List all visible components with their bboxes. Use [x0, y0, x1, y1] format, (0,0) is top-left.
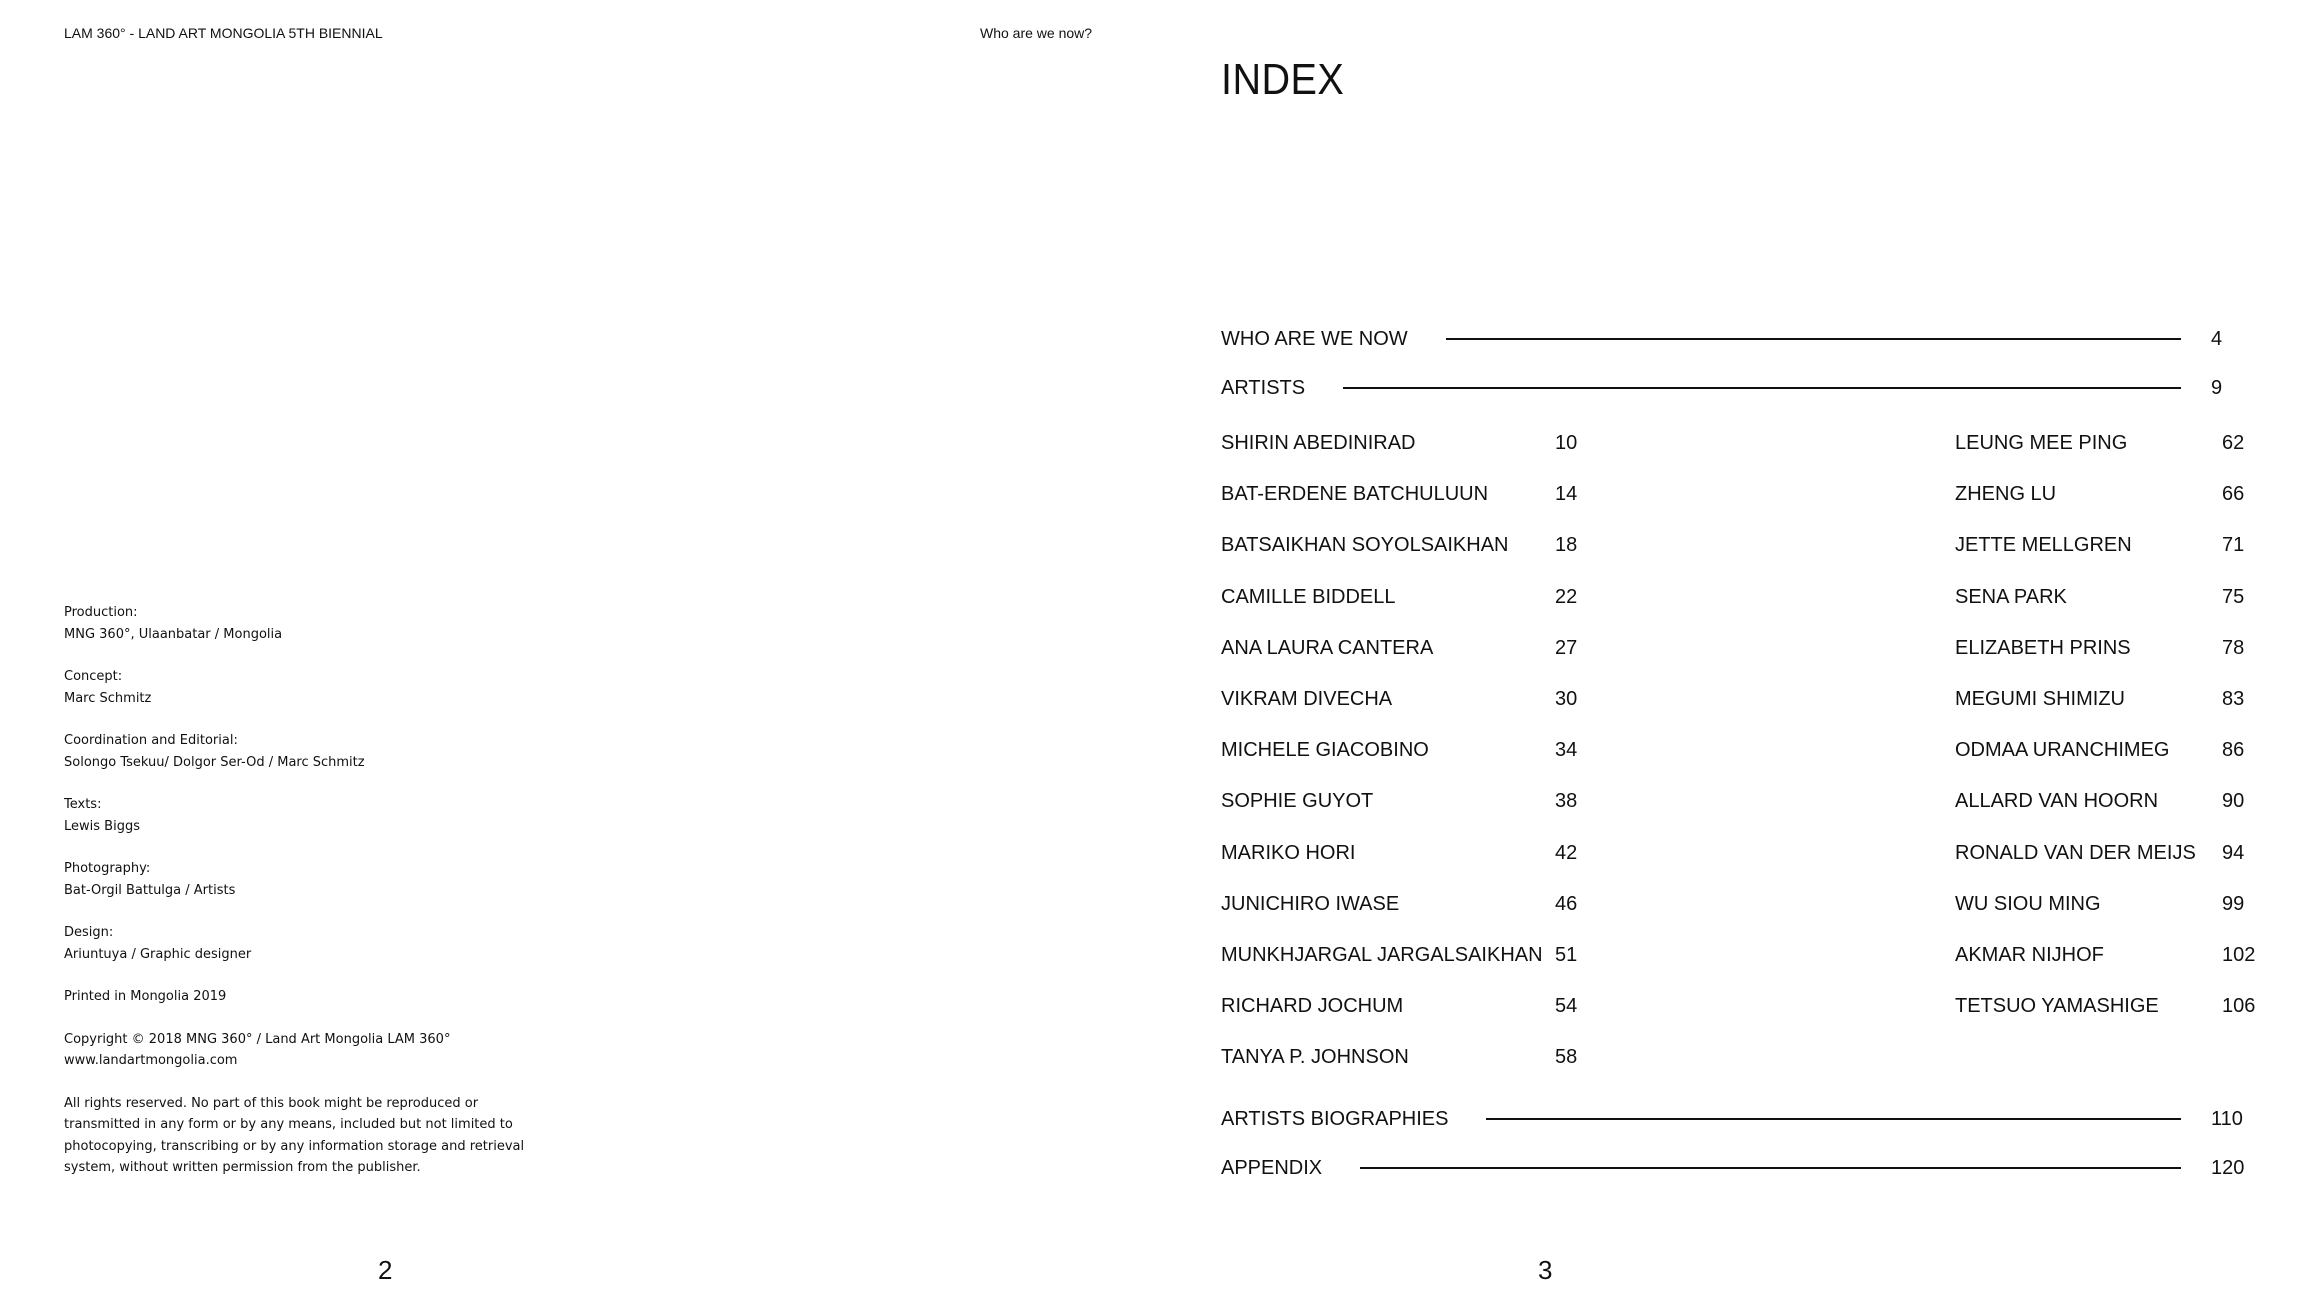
- colophon: [64, 602, 564, 1200]
- index-section-row: [1221, 1104, 2251, 1134]
- section-label: ARTISTS BIOGRAPHIES: [1221, 1107, 1449, 1130]
- artist-entry: [1955, 483, 2265, 534]
- website-text: www.landartmongolia.com: [64, 1053, 238, 1068]
- page-number-left: 2: [378, 1255, 393, 1285]
- artist-name: ELIZABETH PRINS: [1955, 636, 2131, 659]
- artist-page: 38: [1555, 790, 1578, 813]
- artist-name: RONALD VAN DER MEIJS: [1955, 841, 2196, 864]
- artist-page: 42: [1555, 841, 1578, 864]
- artist-entry: [1221, 790, 1601, 841]
- leader-line: [1486, 1118, 2181, 1120]
- artist-name: ANA LAURA CANTERA: [1221, 636, 1434, 659]
- artist-name: AKMAR NIJHOF: [1955, 943, 2104, 966]
- index-section-row: [1221, 1153, 2251, 1183]
- artist-name: ODMAA URANCHIMEG: [1955, 739, 2170, 762]
- artist-name: RICHARD JOCHUM: [1221, 995, 1404, 1018]
- colophon-value: Solongo Tsekuu/ Dolgor Ser-Od / Marc Schmitz: [64, 754, 365, 770]
- artist-name: JUNICHIRO IWASE: [1221, 892, 1400, 915]
- artist-name: CAMILLE BIDDELL: [1221, 585, 1396, 608]
- artist-entry: [1955, 432, 2265, 483]
- colophon-value: Ariuntuya / Graphic designer: [64, 946, 252, 962]
- colophon-label: Concept:: [64, 669, 123, 684]
- rights-line: system, without written permission from the publisher.: [64, 1160, 421, 1175]
- artist-entry: [1221, 1046, 1601, 1097]
- section-label: WHO ARE WE NOW: [1221, 327, 1408, 350]
- artist-page: 22: [1555, 585, 1578, 608]
- colophon-block: [64, 666, 564, 709]
- artist-entry: [1221, 688, 1601, 739]
- leader-line: [1360, 1167, 2181, 1169]
- artist-entry: [1955, 790, 2265, 841]
- artist-page: 46: [1555, 892, 1578, 915]
- artist-page: 90: [2222, 790, 2245, 813]
- colophon-block: [64, 922, 564, 965]
- artist-list-left: [1221, 432, 1601, 1097]
- section-page: 110: [2211, 1107, 2243, 1130]
- artist-page: 94: [2222, 841, 2245, 864]
- colophon-label: Photography:: [64, 861, 151, 876]
- artist-entry: [1221, 637, 1601, 688]
- copyright-text: Copyright © 2018 MNG 360° / Land Art Mongolia LAM 360°: [64, 1031, 451, 1047]
- artist-name: BAT-ERDENE BATCHULUUN: [1221, 483, 1489, 506]
- artist-entry: [1955, 944, 2265, 995]
- artist-name: ALLARD VAN HOORN: [1955, 790, 2159, 813]
- leader-line: [1446, 338, 2181, 340]
- section-label: APPENDIX: [1221, 1156, 1323, 1179]
- running-header-left: LAM 360° - LAND ART MONGOLIA 5TH BIENNIAL: [64, 25, 383, 41]
- artist-page: 34: [1555, 739, 1578, 762]
- artist-name: VIKRAM DIVECHA: [1221, 687, 1393, 710]
- artist-page: 10: [1555, 432, 1578, 454]
- artist-page: 14: [1555, 483, 1578, 506]
- artist-page: 54: [1555, 995, 1578, 1018]
- artist-entry: [1221, 586, 1601, 637]
- artist-entry: [1955, 534, 2265, 585]
- artist-page: 51: [1555, 943, 1578, 966]
- artist-name: LEUNG MEE PING: [1955, 432, 2128, 454]
- artist-entry: [1221, 842, 1601, 893]
- colophon-block: [64, 602, 564, 645]
- artist-name: MICHELE GIACOBINO: [1221, 739, 1429, 762]
- artist-entry: [1221, 432, 1601, 483]
- artist-page: 75: [2222, 585, 2245, 608]
- artist-name: JETTE MELLGREN: [1955, 534, 2132, 557]
- artist-name: MUNKHJARGAL JARGALSAIKHAN: [1221, 943, 1543, 966]
- artist-page: 66: [2222, 483, 2245, 506]
- artist-entry: [1955, 688, 2265, 739]
- artist-page: 86: [2222, 739, 2245, 762]
- colophon-label: Coordination and Editorial:: [64, 733, 238, 748]
- index-section-row: [1221, 324, 2251, 354]
- copyright-note: [64, 1029, 564, 1072]
- artist-page: 30: [1555, 687, 1578, 710]
- artist-name: ZHENG LU: [1955, 483, 2057, 506]
- section-page: 9: [2211, 376, 2223, 399]
- printed-text: Printed in Mongolia 2019: [64, 989, 227, 1004]
- rights-note: [64, 1093, 564, 1179]
- colophon-label: Texts:: [64, 797, 102, 812]
- rights-line: photocopying, transcribing or by any information storage and retrieval: [64, 1138, 525, 1154]
- artist-name: TANYA P. JOHNSON: [1221, 1046, 1409, 1069]
- artist-name: SENA PARK: [1955, 585, 2067, 608]
- artist-entry: [1955, 842, 2265, 893]
- artist-name: WU SIOU MING: [1955, 892, 2101, 915]
- artist-page: 62: [2222, 432, 2245, 454]
- artist-name: SOPHIE GUYOT: [1221, 790, 1374, 813]
- colophon-label: Design:: [64, 925, 114, 940]
- artist-entry: [1221, 739, 1601, 790]
- artist-page: 83: [2222, 687, 2245, 710]
- rights-line: All rights reserved. No part of this book might be reproduced or: [64, 1095, 479, 1111]
- running-header-title: Who are we now?: [980, 25, 1093, 41]
- artist-entry: [1955, 739, 2265, 790]
- artist-page: 27: [1555, 636, 1578, 659]
- artist-page: 99: [2222, 892, 2245, 915]
- artist-page: 58: [1555, 1046, 1578, 1069]
- artist-entry: [1955, 586, 2265, 637]
- artist-page: 18: [1555, 534, 1578, 557]
- artist-list-right: [1955, 432, 2265, 1046]
- artist-entry: [1955, 995, 2265, 1046]
- section-label: ARTISTS: [1221, 376, 1306, 399]
- colophon-value: Bat-Orgil Battulga / Artists: [64, 882, 236, 898]
- leader-line: [1343, 387, 2181, 389]
- artist-entry: [1221, 995, 1601, 1046]
- colophon-value: MNG 360°, Ulaanbatar / Mongolia: [64, 626, 283, 642]
- artist-page: 102: [2222, 943, 2256, 966]
- section-page: 120: [2211, 1156, 2245, 1179]
- artist-entry: [1955, 637, 2265, 688]
- artist-page: 78: [2222, 636, 2245, 659]
- index-section-row: [1221, 373, 2251, 403]
- colophon-value: Marc Schmitz: [64, 690, 152, 706]
- artist-page: 106: [2222, 995, 2256, 1018]
- colophon-block: [64, 858, 564, 901]
- artist-entry: [1221, 483, 1601, 534]
- section-page: 4: [2211, 327, 2223, 350]
- artist-entry: [1221, 944, 1601, 995]
- colophon-block: [64, 794, 564, 837]
- colophon-label: Production:: [64, 605, 138, 620]
- artist-entry: [1955, 893, 2265, 944]
- printed-note: [64, 986, 564, 1008]
- artist-page: 71: [2222, 534, 2245, 557]
- colophon-value: Lewis Biggs: [64, 818, 140, 834]
- artist-name: BATSAIKHAN SOYOLSAIKHAN: [1221, 534, 1509, 557]
- page-number-right: 3: [1538, 1255, 1553, 1285]
- artist-name: TETSUO YAMASHIGE: [1955, 995, 2159, 1018]
- artist-entry: [1221, 534, 1601, 585]
- artist-name: SHIRIN ABEDINIRAD: [1221, 432, 1416, 454]
- artist-entry: [1221, 893, 1601, 944]
- index-title: INDEX: [1221, 55, 1345, 104]
- artist-name: MEGUMI SHIMIZU: [1955, 687, 2125, 710]
- rights-line: transmitted in any form or by any means, included but not limited to: [64, 1117, 513, 1132]
- artist-name: MARIKO HORI: [1221, 841, 1356, 864]
- colophon-block: [64, 730, 564, 773]
